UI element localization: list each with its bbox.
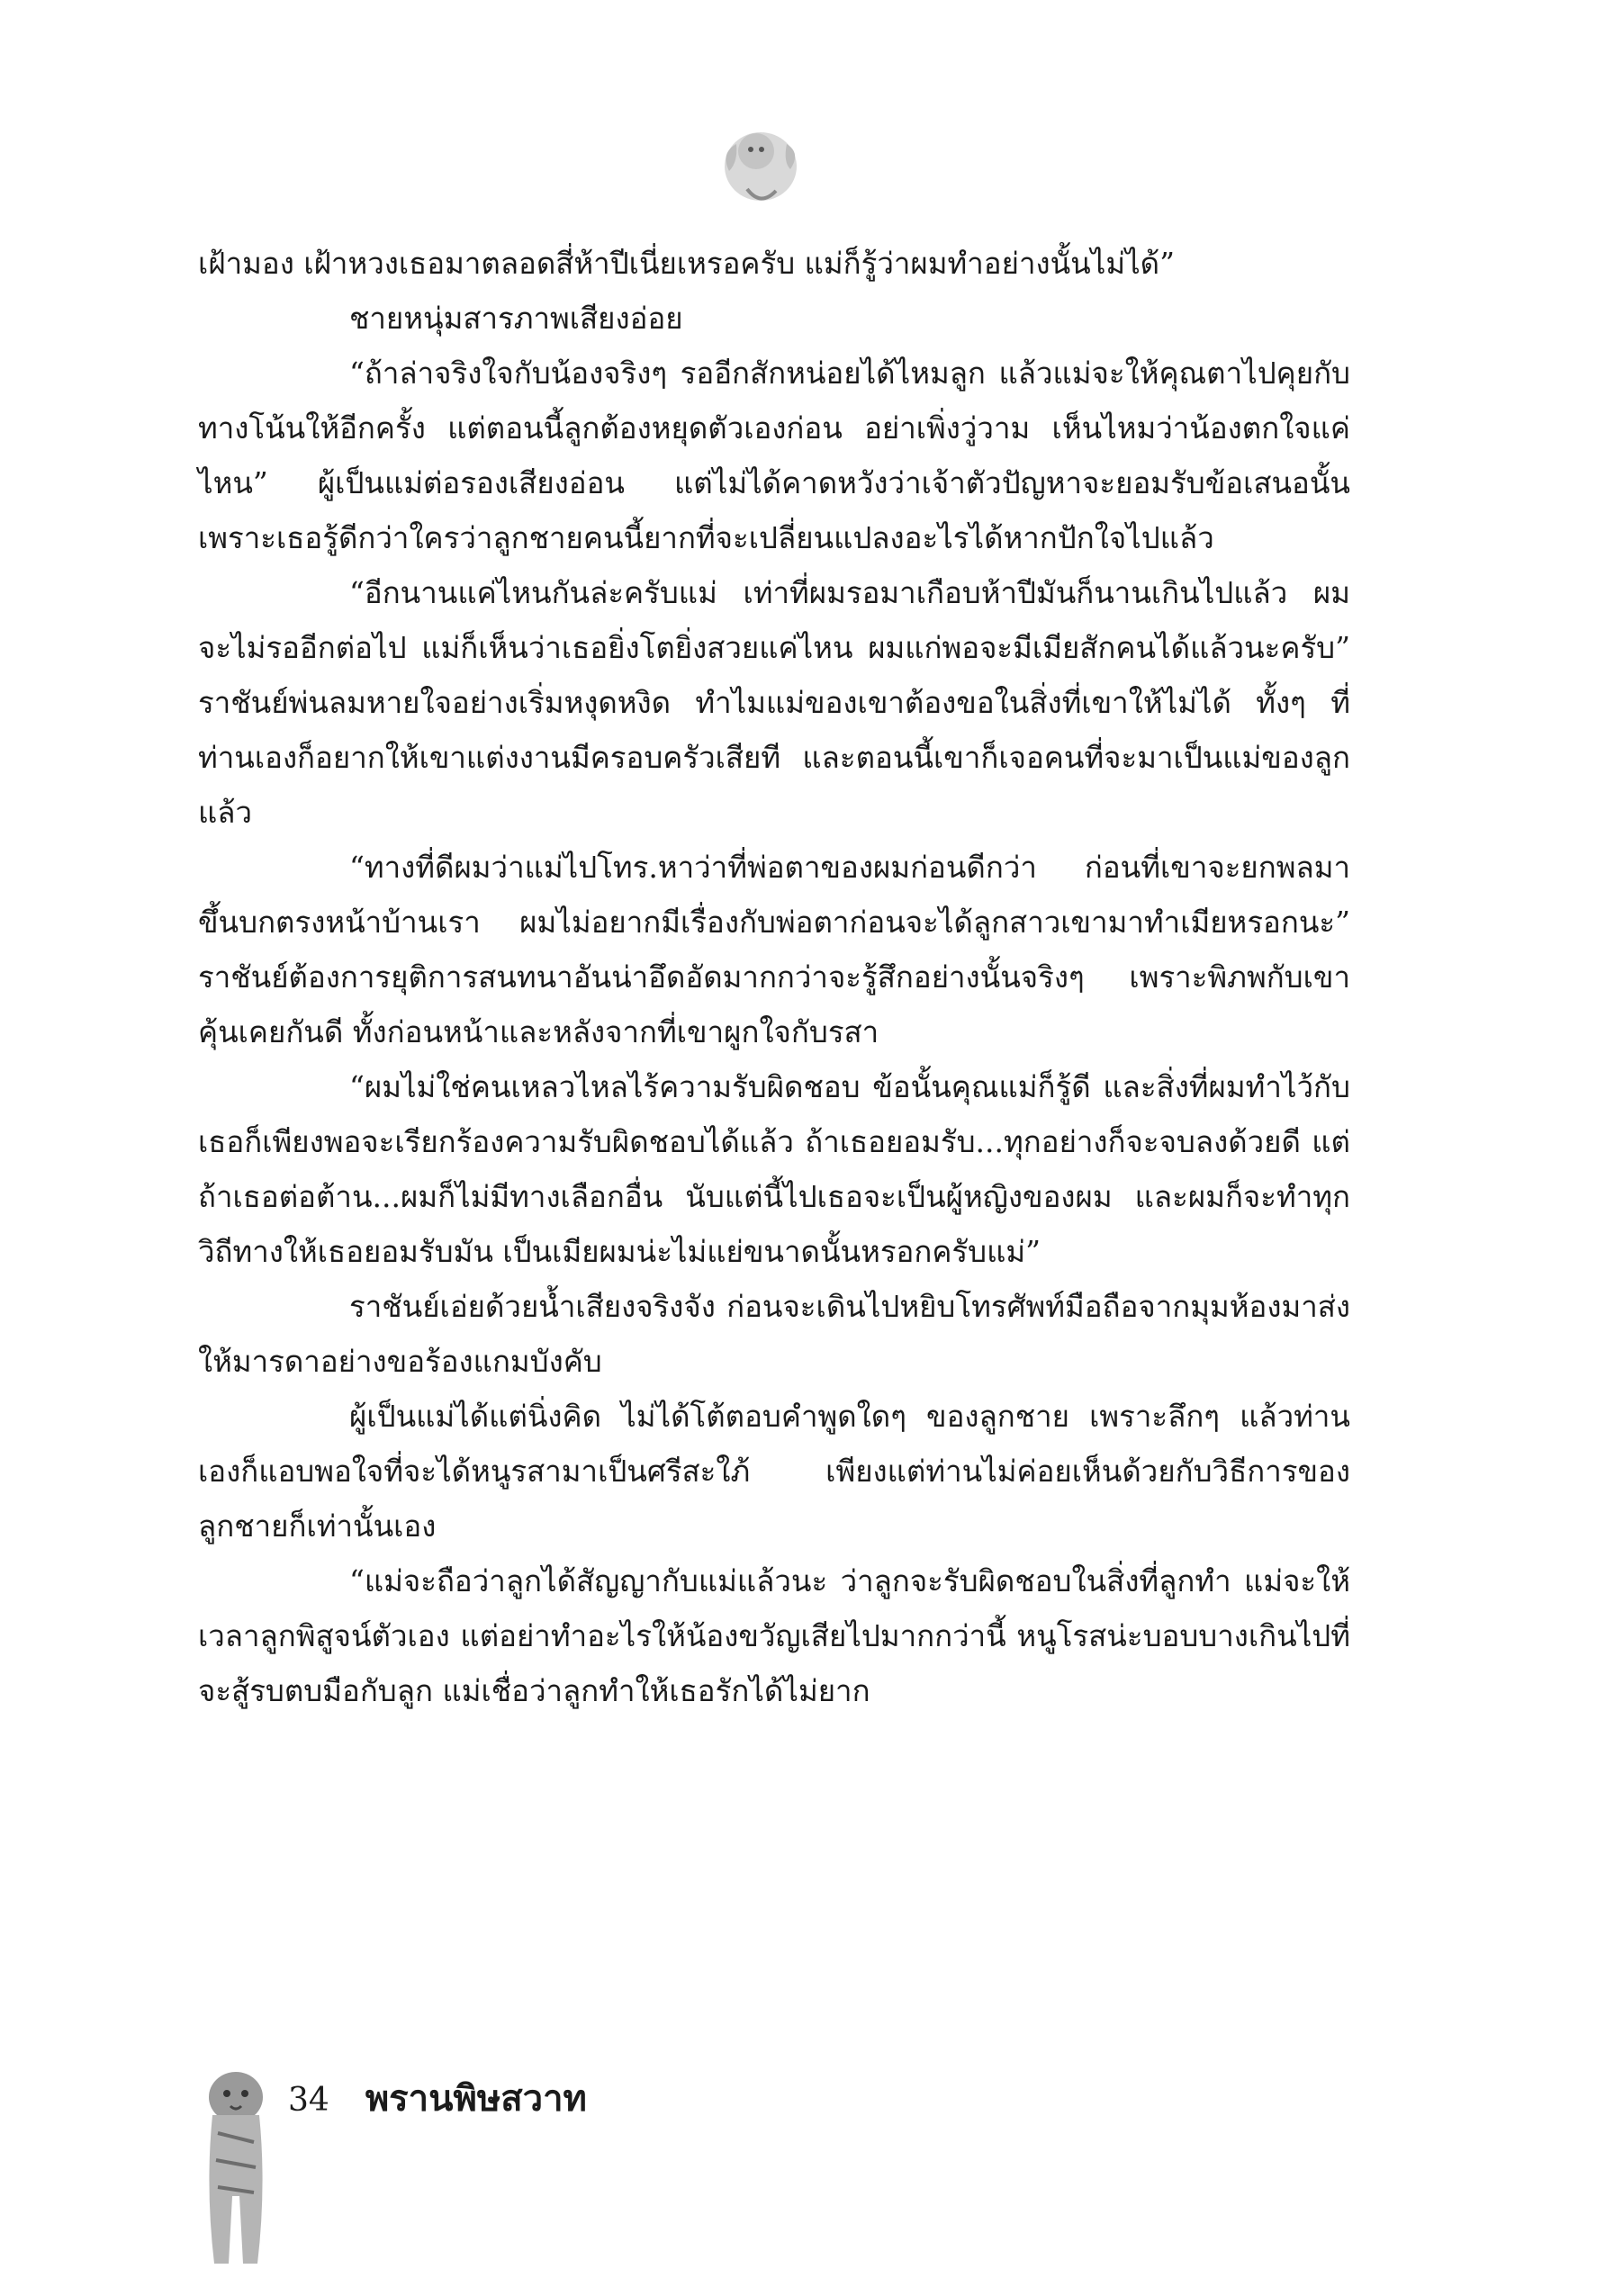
page-number: 34 [288,2082,329,2119]
paragraph: “ถ้าล่าจริงใจกับน้องจริงๆ รออีกสักหน่อยได้ไหมลูก แล้วแม่จะให้คุณตาไปคุยกับทางโน้นให้อีกครั้ง แต่ตอนนี้ลูกต้องหยุดตัวเองก่อน อย่าเพิ่งวู่วาม เห็นไหมว่าน้องตกใจแค่ไหน” ผู้เป็นแม่ต่อรองเสียงอ่อน แต่ไม่ได้คาดหวังว่าเจ้าตัวปัญหาจะยอมรับข้อเสนอนั้น เพราะเธอรู้ดีกว่าใครว่าลูกชายคนนี้ยากที่จะเปลี่ยนแปลงอะไรได้หากปักใจไปแล้ว [198,356,1350,555]
paragraph: ชายหนุ่มสารภาพเสียงอ่อย [349,301,683,336]
book-title: พรานพิษสวาท [365,2078,587,2120]
paragraph: เฝ้ามอง เฝ้าหวงเธอมาตลอดสี่ห้าปีเนี่ยเหรอครับ แม่ก็รู้ว่าผมทำอย่างนั้นไม่ได้” [198,246,1175,281]
body-text [198,236,1350,1718]
paragraph: “ผมไม่ใช่คนเหลวไหลไร้ความรับผิดชอบ ข้อนั้นคุณแม่ก็รู้ดี และสิ่งที่ผมทำไว้กับเธอก็เพียงพอจะเรียกร้องความรับผิดชอบได้แล้ว ถ้าเธอยอมรับ...ทุกอย่างก็จะจบลงด้วยดี แต่ถ้าเธอต่อต้าน...ผมก็ไม่มีทางเลือกอื่น นับแต่นี้ไปเธอจะเป็นผู้หญิงของผม และผมก็จะทำทุกวิถีทางให้เธอยอมรับมัน เป็นเมียผมน่ะไม่แย่ขนาดนั้นหรอกครับแม่” [198,1069,1350,1269]
tiger-illustration-icon [187,2061,284,2273]
paragraph: “แม่จะถือว่าลูกได้สัญญากับแม่แล้วนะ ว่าลูกจะรับผิดชอบในสิ่งที่ลูกทำ แม่จะให้เวลาลูกพิสูจน์ตัวเอง แต่อย่าทำอะไรให้น้องขวัญเสียไปมากกว่านี้ หนูโรสน่ะบอบบางเกินไปที่จะสู้รบตบมือกับลูก แม่เชื่อว่าลูกทำให้เธอรักได้ไม่ยาก [198,1563,1350,1708]
paragraph: ผู้เป็นแม่ได้แต่นิ่งคิด ไม่ได้โต้ตอบคำพูดใดๆ ของลูกชาย เพราะลึกๆ แล้วท่านเองก็แอบพอใจที่จะได้หนูรสามาเป็นศรีสะใภ้ เพียงแต่ท่านไม่ค่อยเห็นด้วยกับวิธีการของลูกชายก็เท่านั้นเอง [198,1399,1350,1544]
paragraph: “อีกนานแค่ไหนกันล่ะครับแม่ เท่าที่ผมรอมาเกือบห้าปีมันก็นานเกินไปแล้ว ผมจะไม่รออีกต่อไป แม่ก็เห็นว่าเธอยิ่งโตยิ่งสวยแค่ไหน ผมแก่พอจะมีเมียสักคนได้แล้วนะครับ” ราชันย์พ่นลมหายใจอย่างเริ่มหงุดหงิด ทำไมแม่ของเขาต้องขอในสิ่งที่เขาให้ไม่ได้ ทั้งๆ ที่ท่านเองก็อยากให้เขาแต่งงานมีครอบครัวเสียที และตอนนี้เขาก็เจอคนที่จะมาเป็นแม่ของลูกแล้ว [198,575,1350,830]
cherub-ornament-icon [711,117,810,212]
paragraph: ราชันย์เอ่ยด้วยน้ำเสียงจริงจัง ก่อนจะเดินไปหยิบโทรศัพท์มือถือจากมุมห้องมาส่งให้มารดาอย่างขอร้องแกมบังคับ [198,1289,1350,1379]
paragraph: “ทางที่ดีผมว่าแม่ไปโทร.หาว่าที่พ่อตาของผมก่อนดีกว่า ก่อนที่เขาจะยกพลมาขึ้นบกตรงหน้าบ้านเรา ผมไม่อยากมีเรื่องกับพ่อตาก่อนจะได้ลูกสาวเขามาทำเมียหรอกนะ” ราชันย์ต้องการยุติการสนทนาอันน่าอึดอัดมากกว่าจะรู้สึกอย่างนั้นจริงๆ เพราะพิภพกับเขาคุ้นเคยกันดี ทั้งก่อนหน้าและหลังจากที่เขาผูกใจกับรสา [198,850,1350,1049]
page-footer [288,2079,587,2120]
